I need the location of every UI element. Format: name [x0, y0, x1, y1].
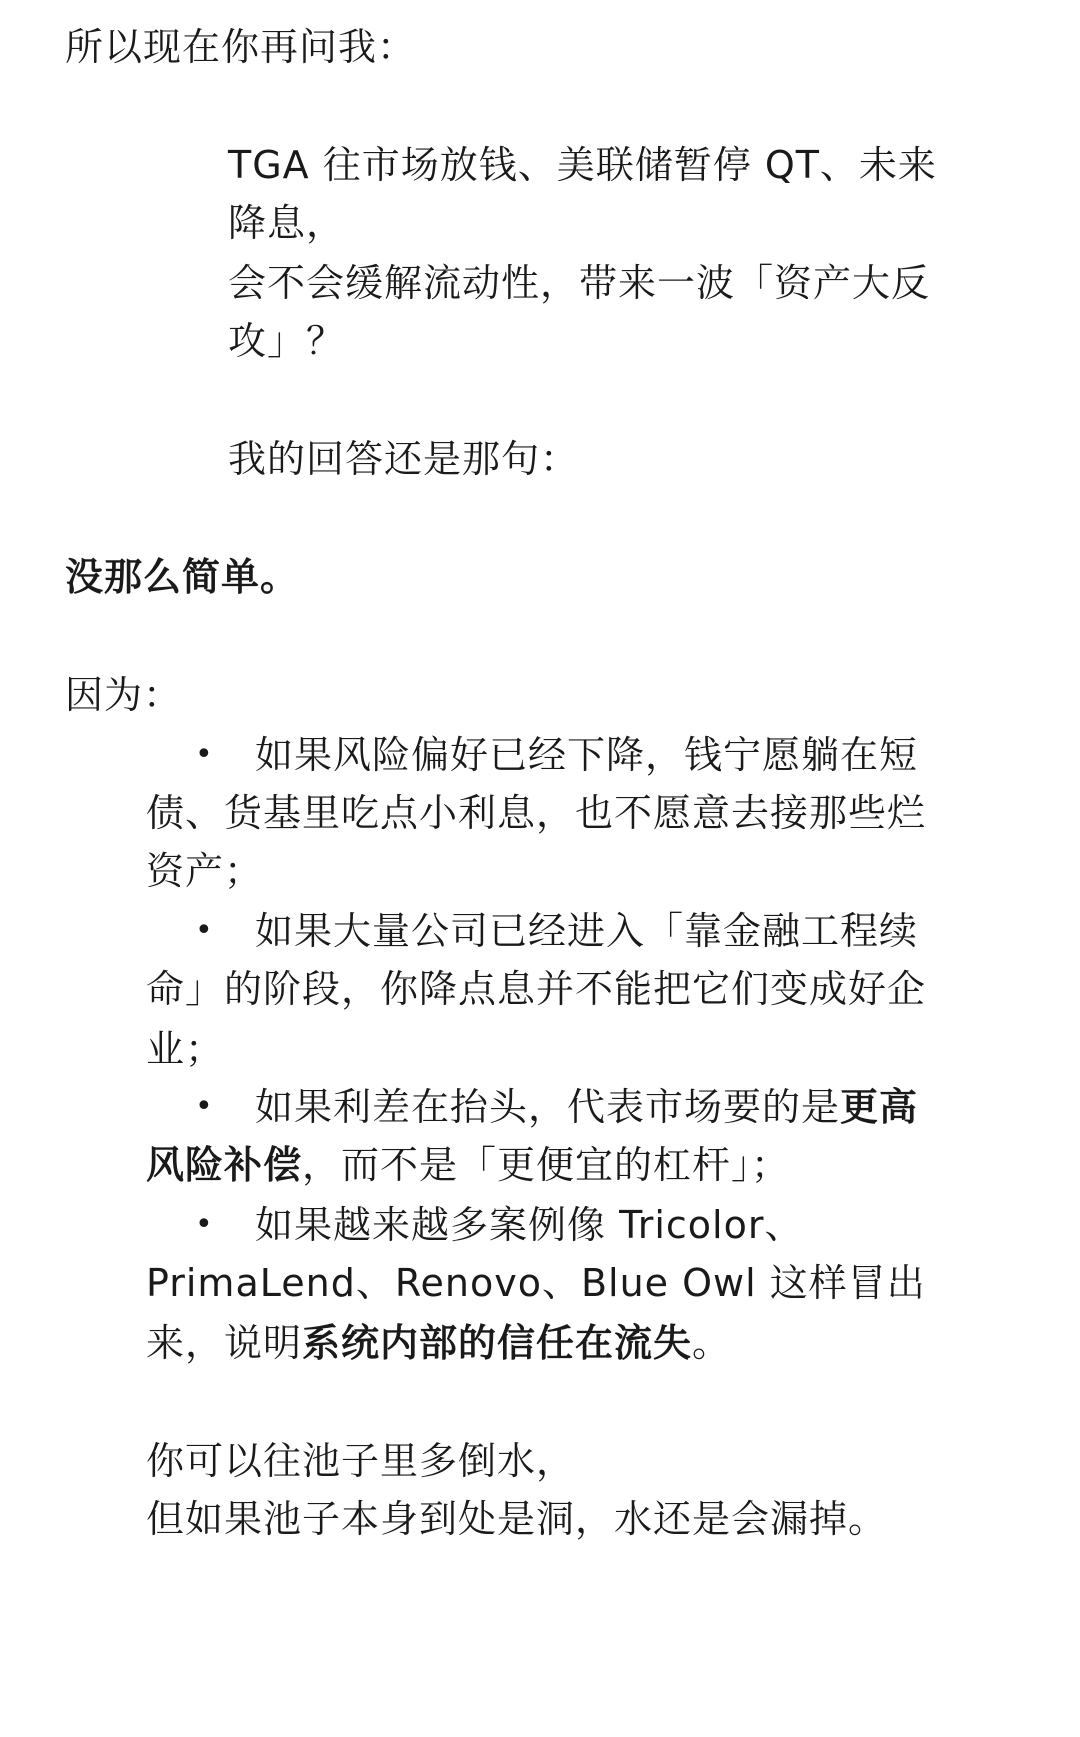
closing-line-1: 你可以往池子里多倒水， [146, 1439, 576, 1483]
bullet-3-line-1 [255, 1082, 918, 1132]
bullet-dot: • [195, 913, 213, 948]
intro-text: 所以现在你再问我： [65, 25, 417, 69]
bullet-3-line-2 [146, 1140, 790, 1190]
bullet-3-text-2: ，而不是「更便宜的杠杆」； [302, 1143, 791, 1187]
bullet-4-emphasis: 系统内部的信任在流失 [302, 1321, 693, 1365]
answer-heading: 没那么简单。 [65, 555, 300, 599]
bullet-2-line-2: 命」的阶段，你降点息并不能把它们变成好企 [146, 967, 927, 1011]
bullet-4-period: 。 [692, 1321, 732, 1365]
bullet-4-line-2: PrimaLend、Renovo、Blue Owl 这样冒出 [146, 1261, 926, 1305]
closing-line-2: 但如果池子本身到处是洞，水还是会漏掉。 [146, 1497, 888, 1541]
bullet-2-line-3: 业； [146, 1027, 225, 1071]
bullet-4-text: 来，说明 [146, 1321, 303, 1365]
bullet-dot: • [195, 737, 213, 772]
bullet-1-line-1: 如果风险偏好已经下降，钱宁愿躺在短 [255, 733, 919, 777]
quote-line-2: 降息， [228, 201, 346, 245]
quote-line-1: TGA 往市场放钱、美联储暂停 QT、未来 [228, 143, 937, 187]
bullet-2-line-1: 如果大量公司已经进入「靠金融工程续 [255, 909, 919, 953]
bullet-3-emphasis: 更高 [840, 1085, 919, 1129]
bullet-4-line-1: 如果越来越多案例像 Tricolor、 [255, 1203, 804, 1247]
quote-line-3: 会不会缓解流动性，带来一波「资产大反 [228, 261, 931, 305]
bullet-1-line-2: 债、货基里吃点小利息，也不愿意去接那些烂 [146, 791, 927, 835]
bullet-3-emphasis-2: 风险补偿 [146, 1143, 303, 1187]
bullet-1-line-3: 资产； [146, 849, 264, 893]
quote-line-5: 我的回答还是那句： [228, 437, 580, 481]
because-label: 因为： [65, 673, 183, 717]
bullet-4-line-3 [146, 1318, 731, 1368]
quote-line-4: 攻」？ [228, 319, 346, 363]
bullet-dot: • [195, 1089, 213, 1124]
bullet-3-text: 如果利差在抬头，代表市场要的是 [255, 1085, 841, 1129]
bullet-dot: • [195, 1207, 213, 1242]
